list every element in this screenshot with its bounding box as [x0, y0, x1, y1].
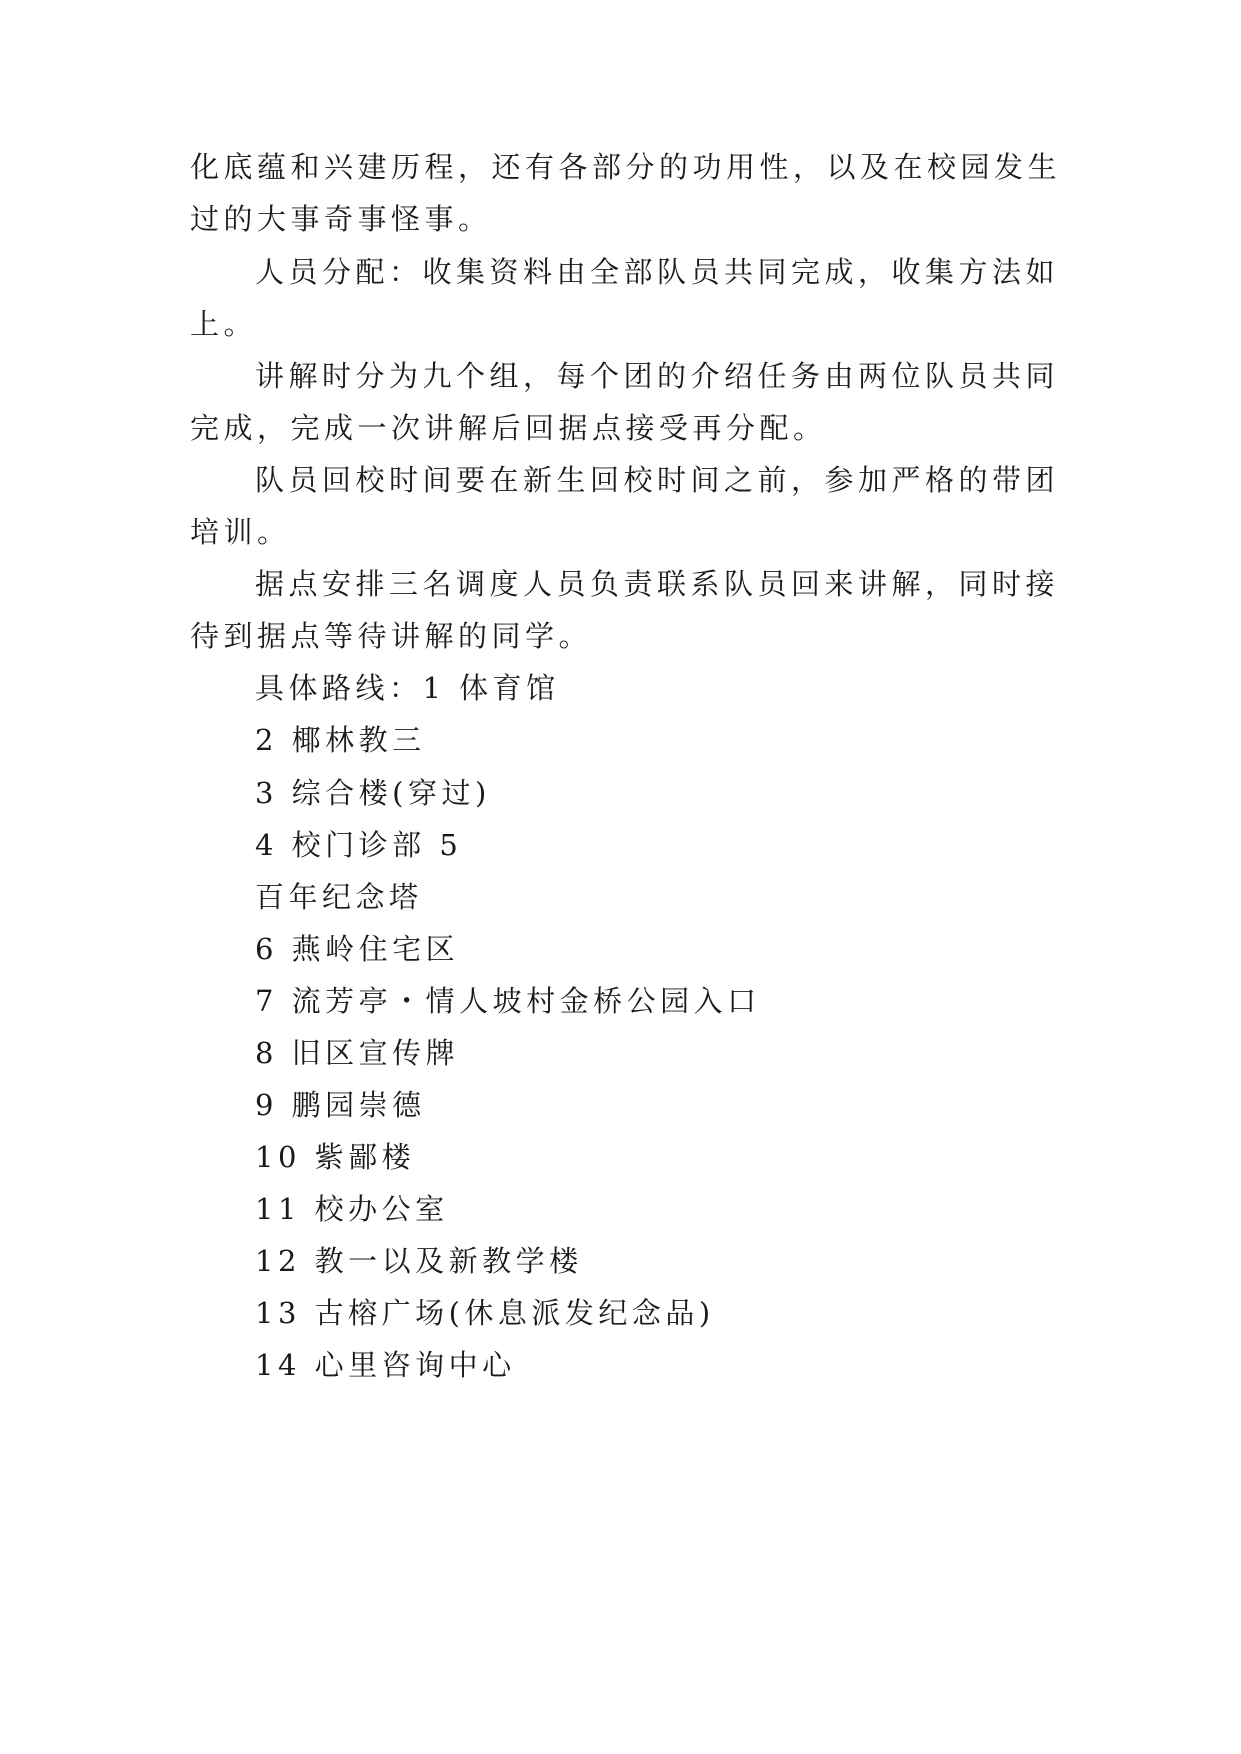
paragraph-line: 队员回校时间要在新生回校时间之前，参加严格的带团: [255, 463, 1060, 497]
paragraph-line: 化底蕴和兴建历程，还有各部分的功用性，以及在校园发生: [190, 150, 1062, 184]
route-line: 11 校办公室: [255, 1192, 449, 1226]
route-line: 14 心里咨询中心: [255, 1348, 516, 1382]
route-line: 8 旧区宣传牌: [255, 1036, 460, 1070]
paragraph-line: 完成，完成一次讲解后回据点接受再分配。: [190, 411, 827, 445]
route-line: 12 教一以及新教学楼: [255, 1244, 583, 1278]
route-line: 10 紫鄙楼: [255, 1140, 416, 1174]
paragraph-line: 人员分配：收集资料由全部队员共同完成，收集方法如: [255, 255, 1060, 289]
route-line: 2 椰林教三: [255, 723, 426, 757]
paragraph-line: 据点安排三名调度人员负责联系队员回来讲解，同时接: [255, 567, 1060, 601]
route-line: 4 校门诊部 5: [255, 828, 463, 862]
route-line: 9 鹏园崇德: [255, 1088, 426, 1122]
paragraph-line: 讲解时分为九个组，每个团的介绍任务由两位队员共同: [255, 359, 1060, 393]
paragraph-line: 培训。: [190, 515, 291, 549]
paragraph-line: 过的大事奇事怪事。: [190, 202, 492, 236]
route-line: 13 古榕广场(休息派发纪念品): [255, 1296, 715, 1330]
route-line: 7 流芳亭・情人坡村金桥公园入口: [255, 984, 761, 1018]
paragraph-line: 上。: [190, 307, 258, 341]
paragraph-line: 待到据点等待讲解的同学。: [190, 619, 593, 653]
route-line: 百年纪念塔: [255, 880, 423, 914]
route-line: 6 燕岭住宅区: [255, 932, 460, 966]
route-line: 3 综合楼(穿过): [255, 776, 491, 810]
route-line: 具体路线：1 体育馆: [255, 671, 560, 705]
